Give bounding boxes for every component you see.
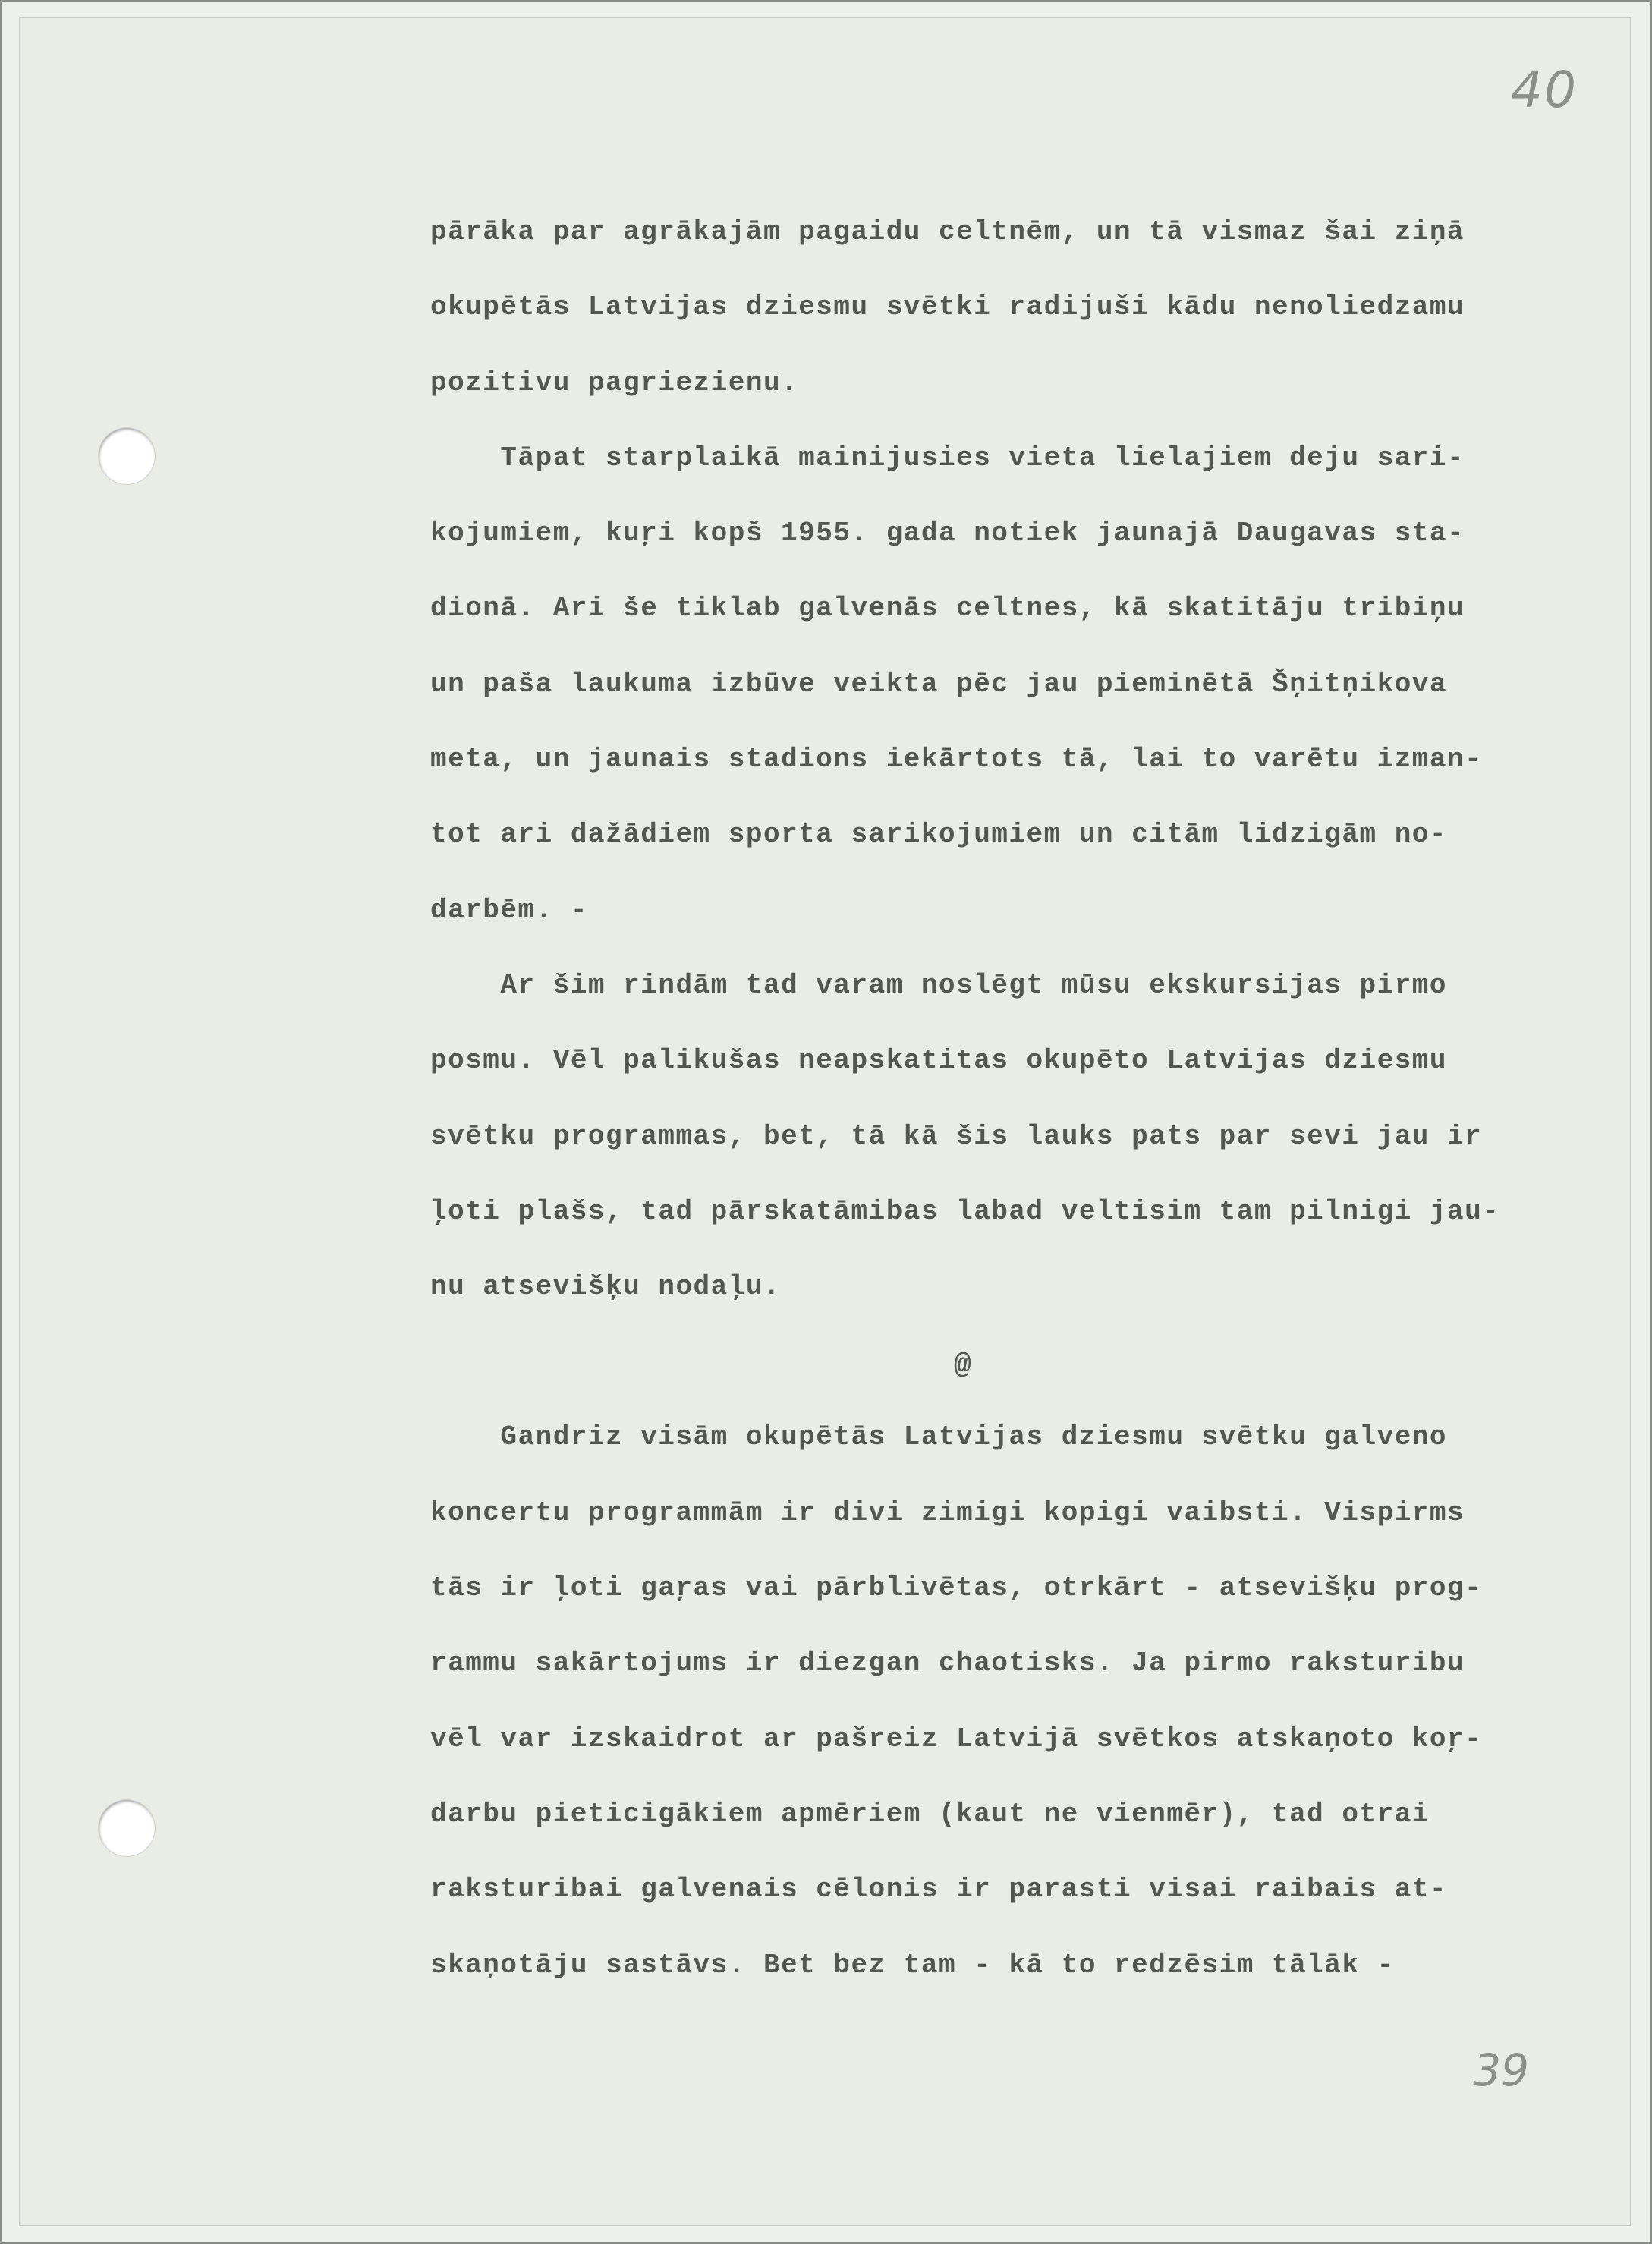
text-line: tot ari dažādiem sporta sarikojumiem un citām lidzigām no- [430,819,1448,851]
text-line: Gandriz visām okupētās Latvijas dziesmu svētku galveno [430,1421,1448,1453]
typewritten-text [430,209,1584,2017]
text-line: pozitivu pagriezienu. [430,367,799,398]
text-line: pārāka par agrākajām pagaidu celtnēm, un tā vismaz šai ziņā [430,216,1465,247]
text-line: dionā. Ari še tiklab galvenās celtnes, kā skatitāju tribiņu [430,593,1465,625]
text-line: rammu sakārtojums ir diezgan chaotisks. Ja pirmo raksturibu [430,1648,1465,1679]
text-line: svētku programmas, bet, tā kā šis lauks pats par sevi jau ir [430,1120,1483,1152]
text-line: skaņotāju sastāvs. Bet bez tam - kā to redzēsim tālāk - [430,1949,1395,1981]
text-line: tās ir ļoti gaŗas vai pārblivētas, otrkārt - atsevišķu prog- [430,1572,1483,1604]
text-line: darbēm. - [430,894,588,926]
text-line: raksturibai galvenais cēlonis ir parasti visai raibais at- [430,1874,1448,1906]
text-line: okupētās Latvijas dziesmu svētki radijuši kādu nenoliedzamu [430,291,1465,323]
text-line: un paša laukuma izbūve veikta pēc jau pieminētā Šņitņikova [430,668,1448,700]
punch-hole-top [99,428,155,484]
text-line: darbu pieticigākiem apmēriem (kaut ne vienmēr), tad otrai [430,1798,1430,1830]
text-line: Ar šim rindām tad varam noslēgt mūsu ekskursijas pirmo [430,969,1448,1001]
punch-hole-bottom [99,1800,155,1856]
text-line: kojumiem, kuŗi kopš 1955. gada notiek jaunajā Daugavas sta- [430,518,1465,549]
text-line: meta, un jaunais stadions iekārtots tā, lai to varētu izman- [430,744,1483,776]
text-line: vēl var izskaidrot ar pašreiz Latvijā svētkos atskaņoto koŗ- [430,1723,1483,1755]
text-line: posmu. Vēl palikušas neapskatitas okupēto Latvijas dziesmu [430,1045,1448,1077]
text-line: Tāpat starplaikā mainijusies vieta lielajiem deju sari- [430,442,1465,474]
section-separator: @ [954,1349,973,1383]
text-line: koncertu programmām ir divi zimigi kopigi vaibsti. Vispirms [430,1497,1465,1528]
text-line: ļoti plašs, tad pārskatāmibas labad veltisim tam pilnigi jau- [430,1195,1500,1227]
text-line: nu atsevišķu nodaļu. [430,1271,782,1303]
handwritten-page-number-top: 40 [1511,61,1578,119]
handwritten-page-number-bottom: 39 [1473,2044,1529,2096]
